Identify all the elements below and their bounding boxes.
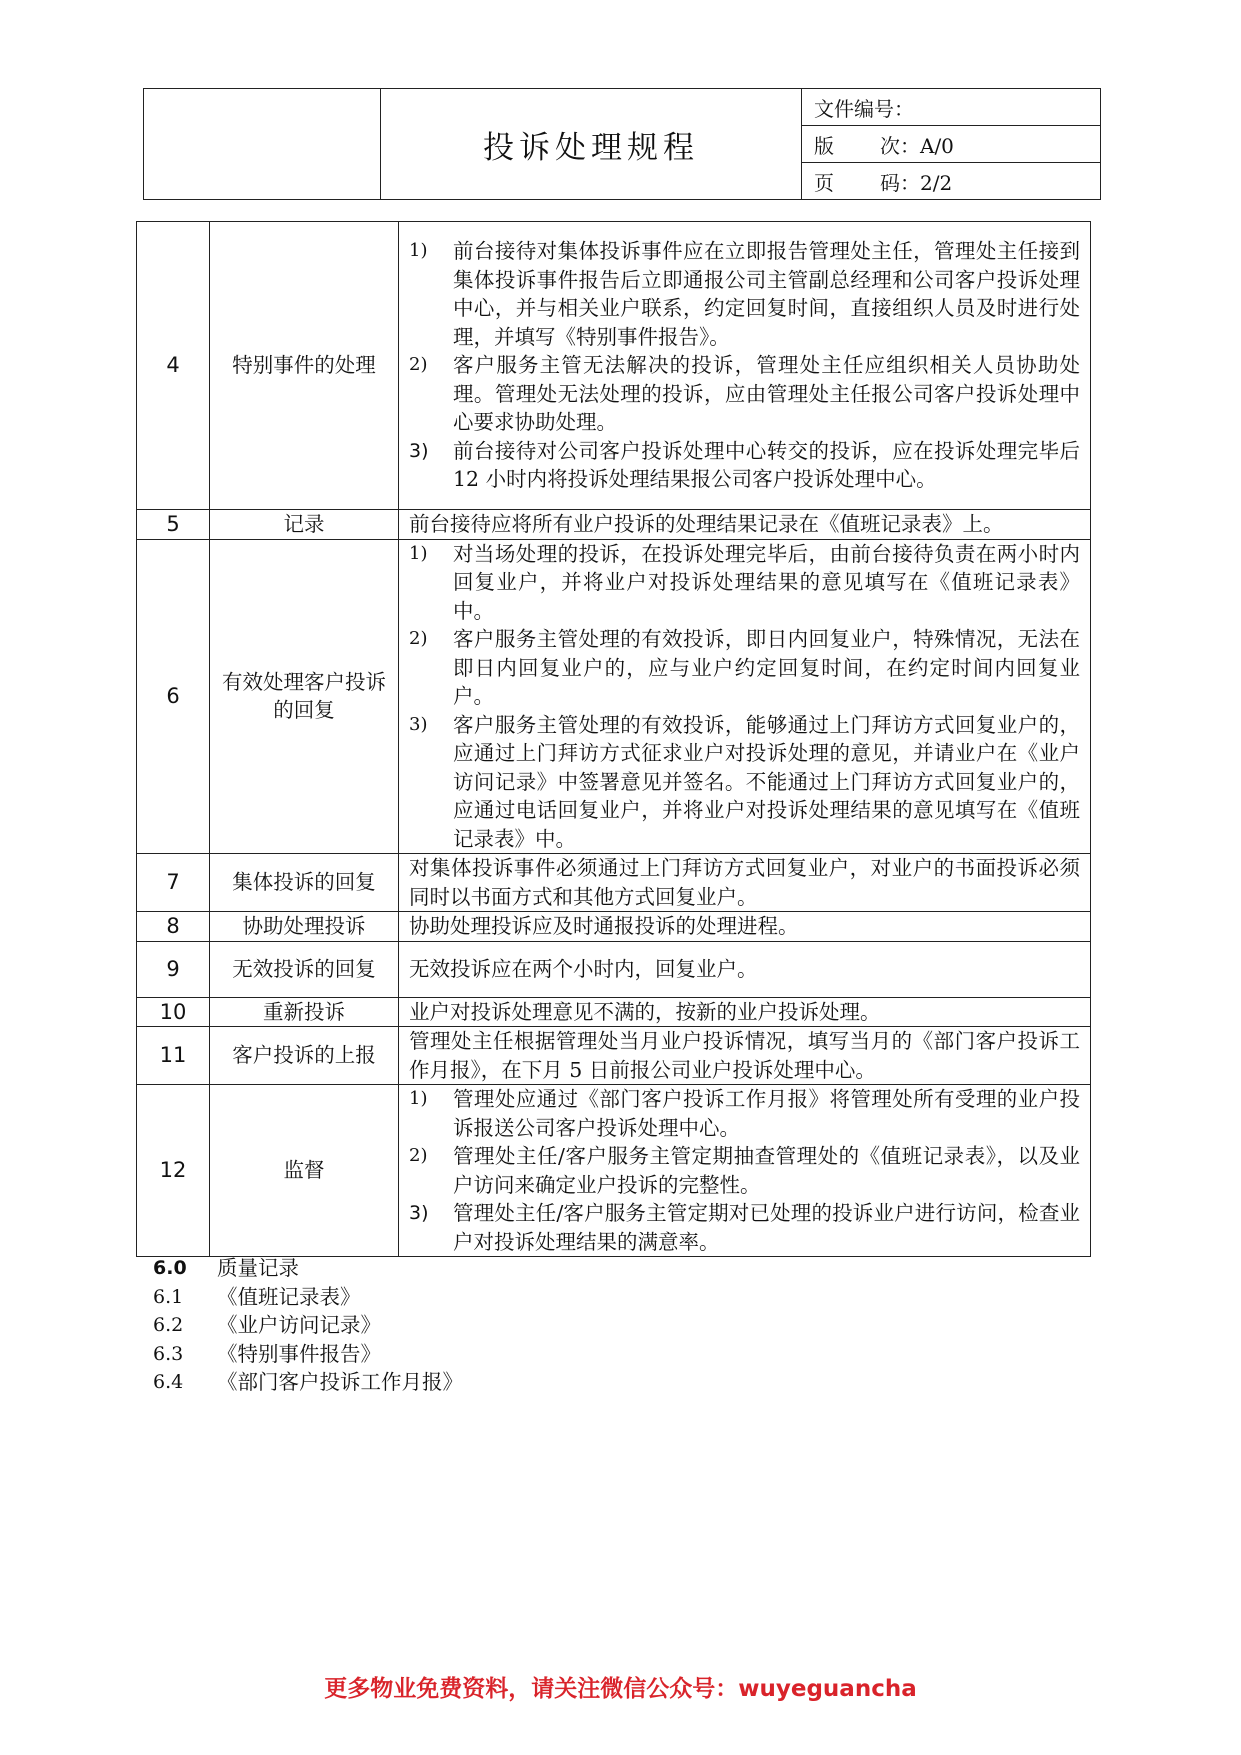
quality-record-number: 6.2 [153, 1314, 184, 1336]
list-item-text: 前台接待对集体投诉事件应在立即报告管理处主任，管理处主任接到集体投诉事件报告后立即通报公司主管副总经理和公司客户投诉处理中心，并与相关业户联系，约定回复时间，直接组织人员及时进行处理，并填写《特别事件报告》。 [453, 239, 1080, 349]
table-row [137, 1027, 1091, 1085]
list-item-text: 管理处主任/客户服务主管定期抽查管理处的《值班记录表》，以及业户访问来确定业户投诉的完整性。 [453, 1144, 1080, 1197]
list-item [409, 1085, 1080, 1142]
row-title: 特别事件的处理 [210, 222, 399, 510]
logo-cell [144, 89, 381, 200]
row-title: 监督 [210, 1085, 399, 1257]
row-number: 6 [137, 539, 210, 854]
quality-record-title: 《业户访问记录》 [217, 1313, 381, 1337]
quality-heading: 6.0 质量记录 [153, 1256, 299, 1280]
row-title: 无效投诉的回复 [210, 941, 399, 997]
list-item-number: 1) [409, 1088, 428, 1109]
list-item [409, 711, 1080, 854]
row-content: 前台接待应将所有业户投诉的处理结果记录在《值班记录表》上。 [399, 510, 1091, 540]
table-row [137, 997, 1091, 1027]
list-item [409, 1199, 1080, 1256]
quality-record-item [153, 1311, 463, 1340]
row-number: 8 [137, 912, 210, 942]
row-title: 客户投诉的上报 [210, 1027, 399, 1085]
row-number: 9 [137, 941, 210, 997]
row-content [399, 1085, 1091, 1257]
row-content: 协助处理投诉应及时通报投诉的处理进程。 [399, 912, 1091, 942]
list-item-text: 管理处主任/客户服务主管定期对已处理的投诉业户进行访问，检查业户对投诉处理结果的满意率。 [453, 1201, 1080, 1254]
table-row [137, 854, 1091, 912]
document-header [143, 88, 1101, 200]
row-number: 7 [137, 854, 210, 912]
row-title: 重新投诉 [210, 997, 399, 1027]
quality-record-number: 6.4 [153, 1371, 184, 1393]
list-item [409, 625, 1080, 711]
list-item-number: 1) [409, 240, 428, 262]
list-item-text: 前台接待对公司客户投诉处理中心转交的投诉，应在投诉处理完毕后 12 小时内将投诉处理结果报公司客户投诉处理中心。 [453, 438, 1080, 492]
row-title: 集体投诉的回复 [210, 854, 399, 912]
row-number: 5 [137, 510, 210, 540]
quality-record-title: 《部门客户投诉工作月报》 [217, 1370, 463, 1394]
list-item-number: 1) [409, 542, 428, 564]
document-title: 投诉处理规程 [381, 89, 802, 200]
row-number: 12 [137, 1085, 210, 1257]
quality-record-title: 《特别事件报告》 [217, 1341, 381, 1366]
row-content: 对集体投诉事件必须通过上门拜访方式回复业户，对业户的书面投诉必须同时以书面方式和其他方式回复业户。 [399, 854, 1091, 912]
quality-record-item [153, 1283, 463, 1312]
list-item [409, 237, 1080, 351]
list-item-text: 客户服务主管处理的有效投诉，能够通过上门拜访方式回复业户的，应通过上门拜访方式征求业户对投诉处理的意见，并请业户在《业户访问记录》中签署意见并签名。不能通过上门拜访方式回复业户的，应通过电话回复业户，并将业户对投诉处理结果的意见填写在《值班记录表》中。 [453, 712, 1080, 851]
list-item-number: 3) [409, 1202, 429, 1224]
list-item-text: 对当场处理的投诉，在投诉处理完毕后，由前台接待负责在两小时内回复业户，并将业户对投诉处理结果的意见填写在《值班记录表》中。 [453, 541, 1080, 623]
list-item [409, 437, 1080, 494]
list-item-number: 3) [409, 713, 428, 735]
quality-record-title: 《值班记录表》 [217, 1284, 361, 1309]
row-content [399, 222, 1091, 510]
row-title: 有效处理客户投诉的回复 [210, 539, 399, 854]
table-row [137, 510, 1091, 540]
page-number: 页 码：2/2 [802, 163, 1101, 200]
quality-records [153, 1254, 463, 1397]
quality-record-item [153, 1340, 463, 1369]
row-content [399, 539, 1091, 854]
table-row [137, 912, 1091, 942]
row-content: 业户对投诉处理意见不满的，按新的业户投诉处理。 [399, 997, 1091, 1027]
list-item-text: 客户服务主管无法解决的投诉，管理处主任应组织相关人员协助处理。管理处无法处理的投诉，应由管理处主任报公司客户投诉处理中心要求协助处理。 [453, 353, 1080, 435]
table-row [137, 539, 1091, 854]
list-item-text: 客户服务主管处理的有效投诉，即日内回复业户，特殊情况，无法在即日内回复业户的，应与业户约定回复时间，在约定时间内回复业户。 [453, 627, 1080, 708]
row-number: 10 [137, 997, 210, 1027]
list-item [409, 351, 1080, 437]
quality-record-item [153, 1368, 463, 1397]
table-row [137, 1085, 1091, 1257]
list-item [409, 1142, 1080, 1199]
quality-record-number: 6.1 [153, 1285, 184, 1308]
row-content: 无效投诉应在两个小时内，回复业户。 [399, 941, 1091, 997]
row-content: 管理处主任根据管理处当月业户投诉情况，填写当月的《部门客户投诉工作月报》，在下月 5 日前报公司业户投诉处理中心。 [399, 1027, 1091, 1085]
procedure-table [136, 221, 1091, 1257]
table-row [137, 222, 1091, 510]
list-item-number: 2) [409, 1145, 428, 1166]
quality-record-number: 6.3 [153, 1342, 184, 1365]
row-number: 4 [137, 222, 210, 510]
list-item-number: 2) [409, 354, 428, 376]
footer-notice: 更多物业免费资料，请关注微信公众号：wuyeguancha [324, 1676, 917, 1702]
row-title: 记录 [210, 510, 399, 540]
version: 版 次：A/0 [802, 126, 1101, 163]
row-title: 协助处理投诉 [210, 912, 399, 942]
list-item-number: 2) [409, 628, 428, 649]
list-item [409, 540, 1080, 626]
file-number: 文件编号： [802, 89, 1101, 126]
table-row [137, 941, 1091, 997]
row-number: 11 [137, 1027, 210, 1085]
list-item-number: 3) [409, 439, 429, 462]
list-item-text: 管理处应通过《部门客户投诉工作月报》将管理处所有受理的业户投诉报送公司客户投诉处理中心。 [453, 1087, 1080, 1140]
